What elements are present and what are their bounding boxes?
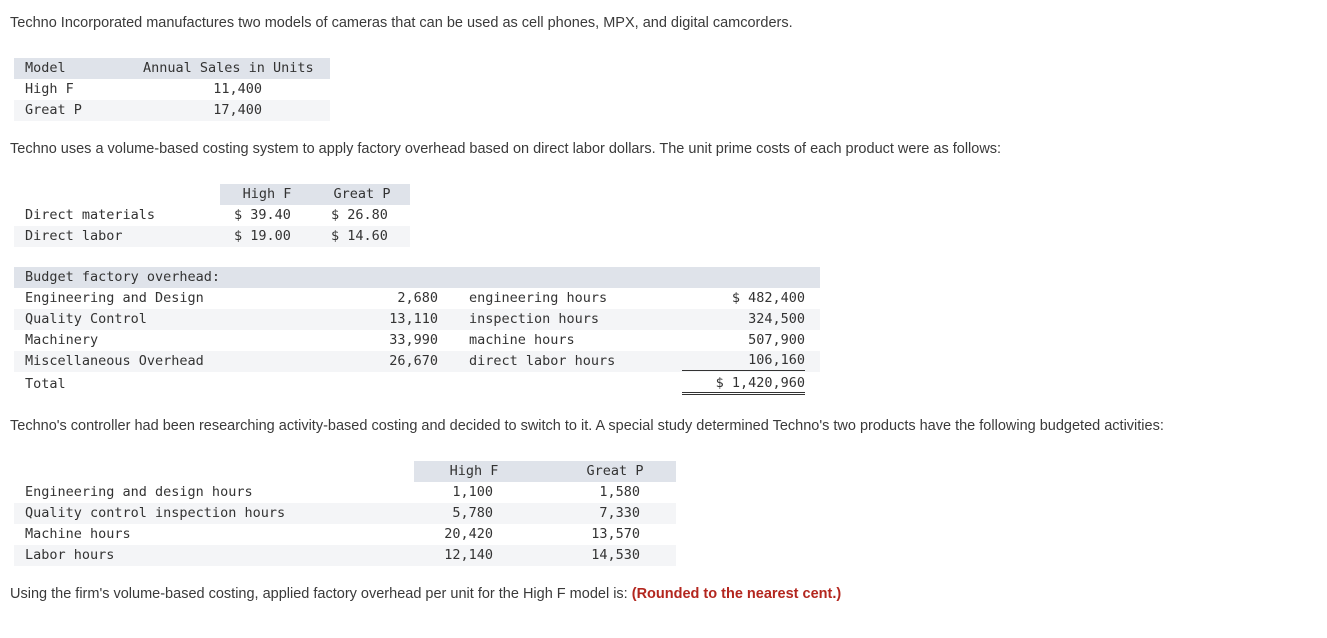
activities-header-high-f: High F	[449, 463, 499, 479]
prime-costs-table	[14, 184, 410, 247]
overhead-table	[14, 267, 820, 398]
activity-high-f-cell: 5,780	[452, 505, 493, 521]
overhead-title: Budget factory overhead:	[25, 269, 221, 285]
sales-header-row	[14, 58, 330, 79]
abc-text: Techno's controller had been researching activity-based costing and decided to switch to it. A special study determined Techno's two products have the following budgeted activities:	[10, 418, 1164, 434]
overhead-amount-cell: 324,500	[748, 311, 805, 327]
overhead-qty-cell: 33,990	[389, 332, 438, 348]
sales-units-cell: 17,400	[213, 102, 262, 118]
sales-header-model: Model	[25, 60, 66, 76]
activities-table	[14, 461, 676, 566]
overhead-qty-cell: 26,670	[389, 353, 438, 369]
overhead-qty-cell: 2,680	[397, 290, 438, 306]
sales-model-cell: Great P	[25, 102, 82, 118]
prime-label-cell: Direct materials	[25, 207, 156, 223]
table-row	[14, 288, 820, 309]
overhead-label-cell: Miscellaneous Overhead	[25, 353, 204, 369]
table-row	[14, 100, 330, 121]
table-row	[14, 309, 820, 330]
overhead-driver-cell: direct labor hours	[469, 353, 616, 369]
overhead-driver-cell: machine hours	[469, 332, 575, 348]
overhead-label-cell: Engineering and Design	[25, 290, 204, 306]
activity-great-p-cell: 13,570	[591, 526, 640, 542]
activity-great-p-cell: 1,580	[599, 484, 640, 500]
activity-label-cell: Engineering and design hours	[25, 484, 253, 500]
prime-high-f-cell: $ 39.40	[234, 207, 291, 223]
overhead-header-row	[14, 267, 820, 288]
overhead-label-cell: Quality Control	[25, 311, 147, 327]
activities-header-great-p: Great P	[586, 463, 644, 479]
volume-costing-text: Techno uses a volume-based costing system to apply factory overhead based on direct labor dollars. The unit prime costs of each product were as follows:	[10, 141, 1002, 157]
prime-great-p-cell: $ 26.80	[331, 207, 388, 223]
prime-high-f-cell: $ 19.00	[234, 228, 291, 244]
prime-header-high-f: High F	[242, 186, 292, 202]
overhead-total-amount: $ 1,420,960	[682, 374, 805, 395]
table-row	[14, 545, 676, 566]
table-row	[14, 351, 820, 372]
activity-high-f-cell: 20,420	[444, 526, 493, 542]
activity-high-f-cell: 1,100	[452, 484, 493, 500]
prime-great-p-cell: $ 14.60	[331, 228, 388, 244]
activities-header-row	[14, 461, 676, 482]
table-row	[14, 205, 410, 226]
overhead-amount-cell: 106,160	[682, 351, 805, 371]
overhead-amount-cell: $ 482,400	[731, 290, 805, 306]
prime-label-cell: Direct labor	[25, 228, 123, 244]
overhead-qty-cell: 13,110	[389, 311, 438, 327]
activity-label-cell: Machine hours	[25, 526, 131, 542]
intro-text: Techno Incorporated manufactures two models of cameras that can be used as cell phones, MPX, and digital camcorders.	[10, 15, 793, 31]
rounding-hint: (Rounded to the nearest cent.)	[631, 586, 842, 602]
overhead-label-cell: Machinery	[25, 332, 99, 348]
activity-label-cell: Quality control inspection hours	[25, 505, 286, 521]
sales-table	[14, 58, 330, 121]
prime-header-row	[14, 184, 410, 205]
table-row	[14, 503, 676, 524]
activity-great-p-cell: 14,530	[591, 547, 640, 563]
sales-model-cell: High F	[25, 81, 74, 97]
table-row	[14, 482, 676, 503]
question-text	[10, 586, 841, 602]
sales-header-units: Annual Sales in Units	[143, 60, 314, 76]
table-row	[14, 330, 820, 351]
overhead-total-row	[14, 374, 820, 395]
question-prompt: Using the firm's volume-based costing, applied factory overhead per unit for the High F model is:	[10, 586, 632, 602]
sales-units-cell: 11,400	[213, 81, 262, 97]
overhead-total-label: Total	[25, 376, 66, 392]
table-row	[14, 79, 330, 100]
overhead-driver-cell: engineering hours	[469, 290, 608, 306]
overhead-driver-cell: inspection hours	[469, 311, 600, 327]
prime-header-great-p: Great P	[333, 186, 391, 202]
activity-high-f-cell: 12,140	[444, 547, 493, 563]
activity-great-p-cell: 7,330	[599, 505, 640, 521]
overhead-amount-cell: 507,900	[748, 332, 805, 348]
table-row	[14, 226, 410, 247]
table-row	[14, 524, 676, 545]
activity-label-cell: Labor hours	[25, 547, 115, 563]
